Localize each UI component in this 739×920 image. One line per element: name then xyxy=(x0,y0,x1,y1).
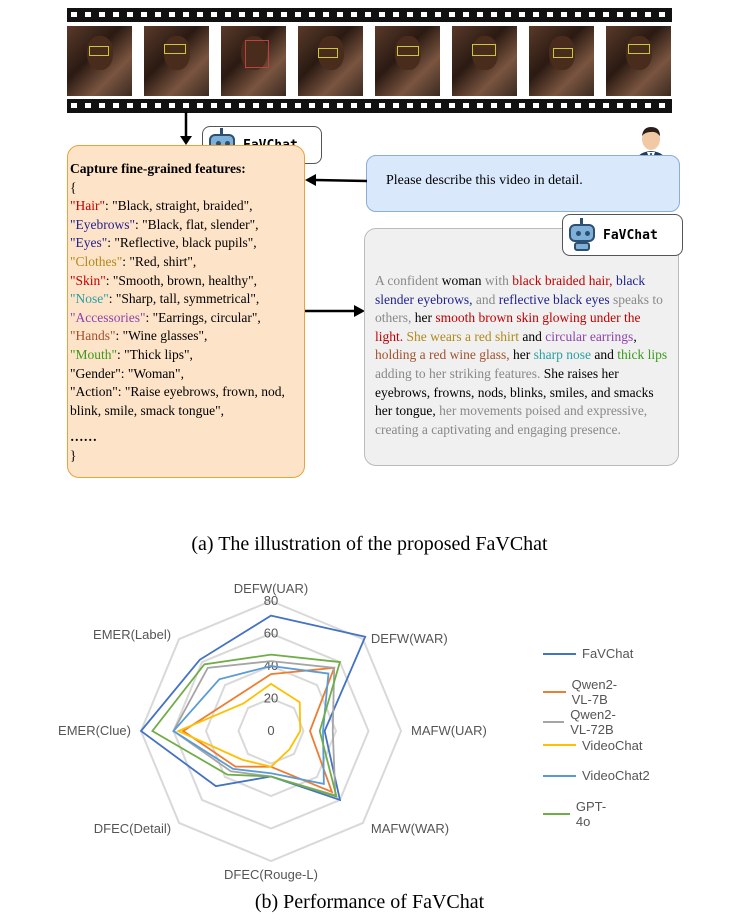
answer-segment: circular earrings xyxy=(545,328,634,344)
close-brace: } xyxy=(70,447,77,463)
answer-segment: her movements poised and expressive, creating a captivating and engaging presence. xyxy=(375,403,648,437)
answer-segment: reflective black eyes xyxy=(498,291,610,307)
answer-segment: She wears a red shirt xyxy=(403,328,519,344)
legend-item xyxy=(543,677,628,707)
feature-key: "Nose" xyxy=(70,291,109,307)
feature-value: : "Woman", xyxy=(120,365,184,381)
features-header: Capture fine-grained features: xyxy=(70,161,246,176)
feature-line xyxy=(70,290,298,309)
answer-segment: adding to her striking features. xyxy=(375,365,541,381)
radar-axis-label: DFEC(Detail) xyxy=(93,820,172,836)
feature-key: "Eyes" xyxy=(70,235,108,251)
feature-line xyxy=(70,272,298,291)
feature-line xyxy=(70,327,298,346)
video-frame xyxy=(606,26,671,96)
radar-tick-label: 40 xyxy=(263,658,279,673)
feature-value: : "Red, shirt", xyxy=(122,253,197,269)
legend-swatch xyxy=(543,744,576,746)
video-frame xyxy=(144,26,209,96)
radar-tick-label: 80 xyxy=(263,593,279,608)
answer-segment: sharp nose xyxy=(533,347,591,363)
film-perforation-top xyxy=(67,8,672,22)
feature-line xyxy=(70,234,298,253)
video-frame xyxy=(452,26,517,96)
radar-axis-label: DEFW(WAR) xyxy=(370,631,448,647)
answer-segment: smooth brown skin glowing under the light. xyxy=(375,310,641,344)
feature-value: : "Wine glasses", xyxy=(115,328,208,344)
legend-label: Qwen2-VL-7B xyxy=(571,676,618,707)
feature-key: "Eyebrows" xyxy=(70,216,136,232)
legend-swatch xyxy=(543,653,576,655)
robot-icon xyxy=(567,218,597,252)
radar-axis-label: MAFW(WAR) xyxy=(370,820,450,836)
caption-b: (b) Performance of FaVChat xyxy=(254,891,485,913)
answer-segment: with xyxy=(481,273,513,288)
radar-series-line xyxy=(141,616,365,800)
feature-value: : "Thick lips", xyxy=(117,346,193,362)
video-frame xyxy=(298,26,363,96)
legend-item xyxy=(543,738,642,753)
fine-grained-features-box xyxy=(67,145,305,478)
answer-segment: , xyxy=(633,328,637,344)
feature-line xyxy=(70,197,298,216)
feature-key: "Clothes" xyxy=(70,253,123,269)
feature-line xyxy=(70,253,298,272)
legend-swatch xyxy=(543,721,564,723)
legend-label: VideoChat xyxy=(582,737,643,753)
feature-list xyxy=(70,197,298,420)
answer-segment: woman xyxy=(441,273,482,288)
feature-line xyxy=(70,383,298,420)
video-frame xyxy=(529,26,594,96)
feature-key: "Mouth" xyxy=(70,346,118,362)
answer-segment: She raises her eyebrows, frowns, nods, blinks, smiles, and smacks her tongue, xyxy=(375,365,654,419)
video-frame xyxy=(375,26,440,96)
answer-segment: and xyxy=(590,347,618,363)
radar-tick-label: 0 xyxy=(267,723,275,738)
legend-label: FaVChat xyxy=(582,646,634,661)
radar-tick-label: 60 xyxy=(263,625,279,641)
feature-value: : "Sharp, tall, symmetrical", xyxy=(108,291,260,307)
feature-value: : "Black, straight, braided", xyxy=(105,198,253,214)
feature-value: : "Smooth, brown, healthy", xyxy=(105,272,258,288)
favchat-answer-badge-label: FaVChat xyxy=(603,227,658,243)
feature-line xyxy=(70,365,298,384)
radar-chart xyxy=(0,570,739,888)
answer-segment: holding a red wine glass, xyxy=(375,347,510,363)
feature-line xyxy=(70,216,298,235)
feature-value: : "Reflective, black pupils", xyxy=(107,235,257,251)
answer-segment: A confident xyxy=(375,273,442,288)
radar-axis-label: DFEC(Rouge-L) xyxy=(224,867,318,882)
ellipsis: …… xyxy=(70,429,97,445)
feature-value: : "Black, flat, slender", xyxy=(135,216,259,232)
right-arrow-icon xyxy=(305,304,365,318)
video-frame xyxy=(221,26,286,96)
feature-key: "Hair" xyxy=(70,198,106,214)
answer-segment: and xyxy=(472,291,499,307)
legend-item xyxy=(543,646,633,661)
legend-label: Qwen2-VL-72B xyxy=(570,707,616,737)
answer-segment: black braided hair, xyxy=(512,273,613,288)
caption-a: (a) The illustration of the proposed FaVChat xyxy=(191,533,548,555)
radar-axis-label: EMER(Clue) xyxy=(58,723,131,738)
open-brace: { xyxy=(70,179,77,195)
feature-key: "Gender" xyxy=(70,365,121,381)
answer-segment: her xyxy=(414,310,436,326)
legend-label: GPT-4o xyxy=(575,798,607,829)
feature-key: "Accessories" xyxy=(70,309,146,325)
feature-value: : "Earrings, circular", xyxy=(145,309,261,325)
feature-line xyxy=(70,346,298,365)
legend-label: VideoChat2 xyxy=(582,768,650,783)
answer-segment: black slender eyebrows, xyxy=(375,273,646,307)
video-frames xyxy=(67,26,672,96)
video-frame xyxy=(67,26,132,96)
radar-axis-label: EMER(Label) xyxy=(93,627,172,643)
favchat-answer-text xyxy=(375,272,670,439)
user-question-bubble xyxy=(366,155,680,212)
answer-segment: her xyxy=(509,347,534,363)
answer-segment: speaks to others, xyxy=(375,291,663,326)
answer-segment: and xyxy=(518,328,546,344)
radar-axis-label: DEFW(UAR) xyxy=(233,581,309,596)
left-arrow-icon xyxy=(305,173,367,187)
radar-axis-label: MAFW(UAR) xyxy=(411,723,487,738)
feature-line xyxy=(70,309,298,328)
radar-series-line xyxy=(178,684,300,767)
video-filmstrip xyxy=(67,8,672,113)
feature-key: "Hands" xyxy=(70,328,116,344)
favchat-answer-badge xyxy=(562,214,683,256)
feature-key: "Action" xyxy=(70,384,118,400)
legend-swatch xyxy=(543,775,576,777)
answer-segment: thick lips xyxy=(617,347,668,363)
radar-tick-label: 20 xyxy=(263,690,279,706)
legend-item xyxy=(543,799,612,829)
user-question-text: Please describe this video in detail. xyxy=(386,173,583,188)
favchat-answer-bubble xyxy=(364,228,679,466)
legend-swatch xyxy=(543,813,570,815)
feature-key: "Skin" xyxy=(70,272,106,288)
legend-swatch xyxy=(543,691,566,693)
legend-item xyxy=(543,707,628,737)
legend-item xyxy=(543,768,650,783)
down-arrow-icon xyxy=(176,112,196,146)
film-perforation-bottom xyxy=(67,99,672,113)
feature-value: : "Raise eyebrows, frown, nod, blink, smile, smack tongue", xyxy=(70,384,285,418)
